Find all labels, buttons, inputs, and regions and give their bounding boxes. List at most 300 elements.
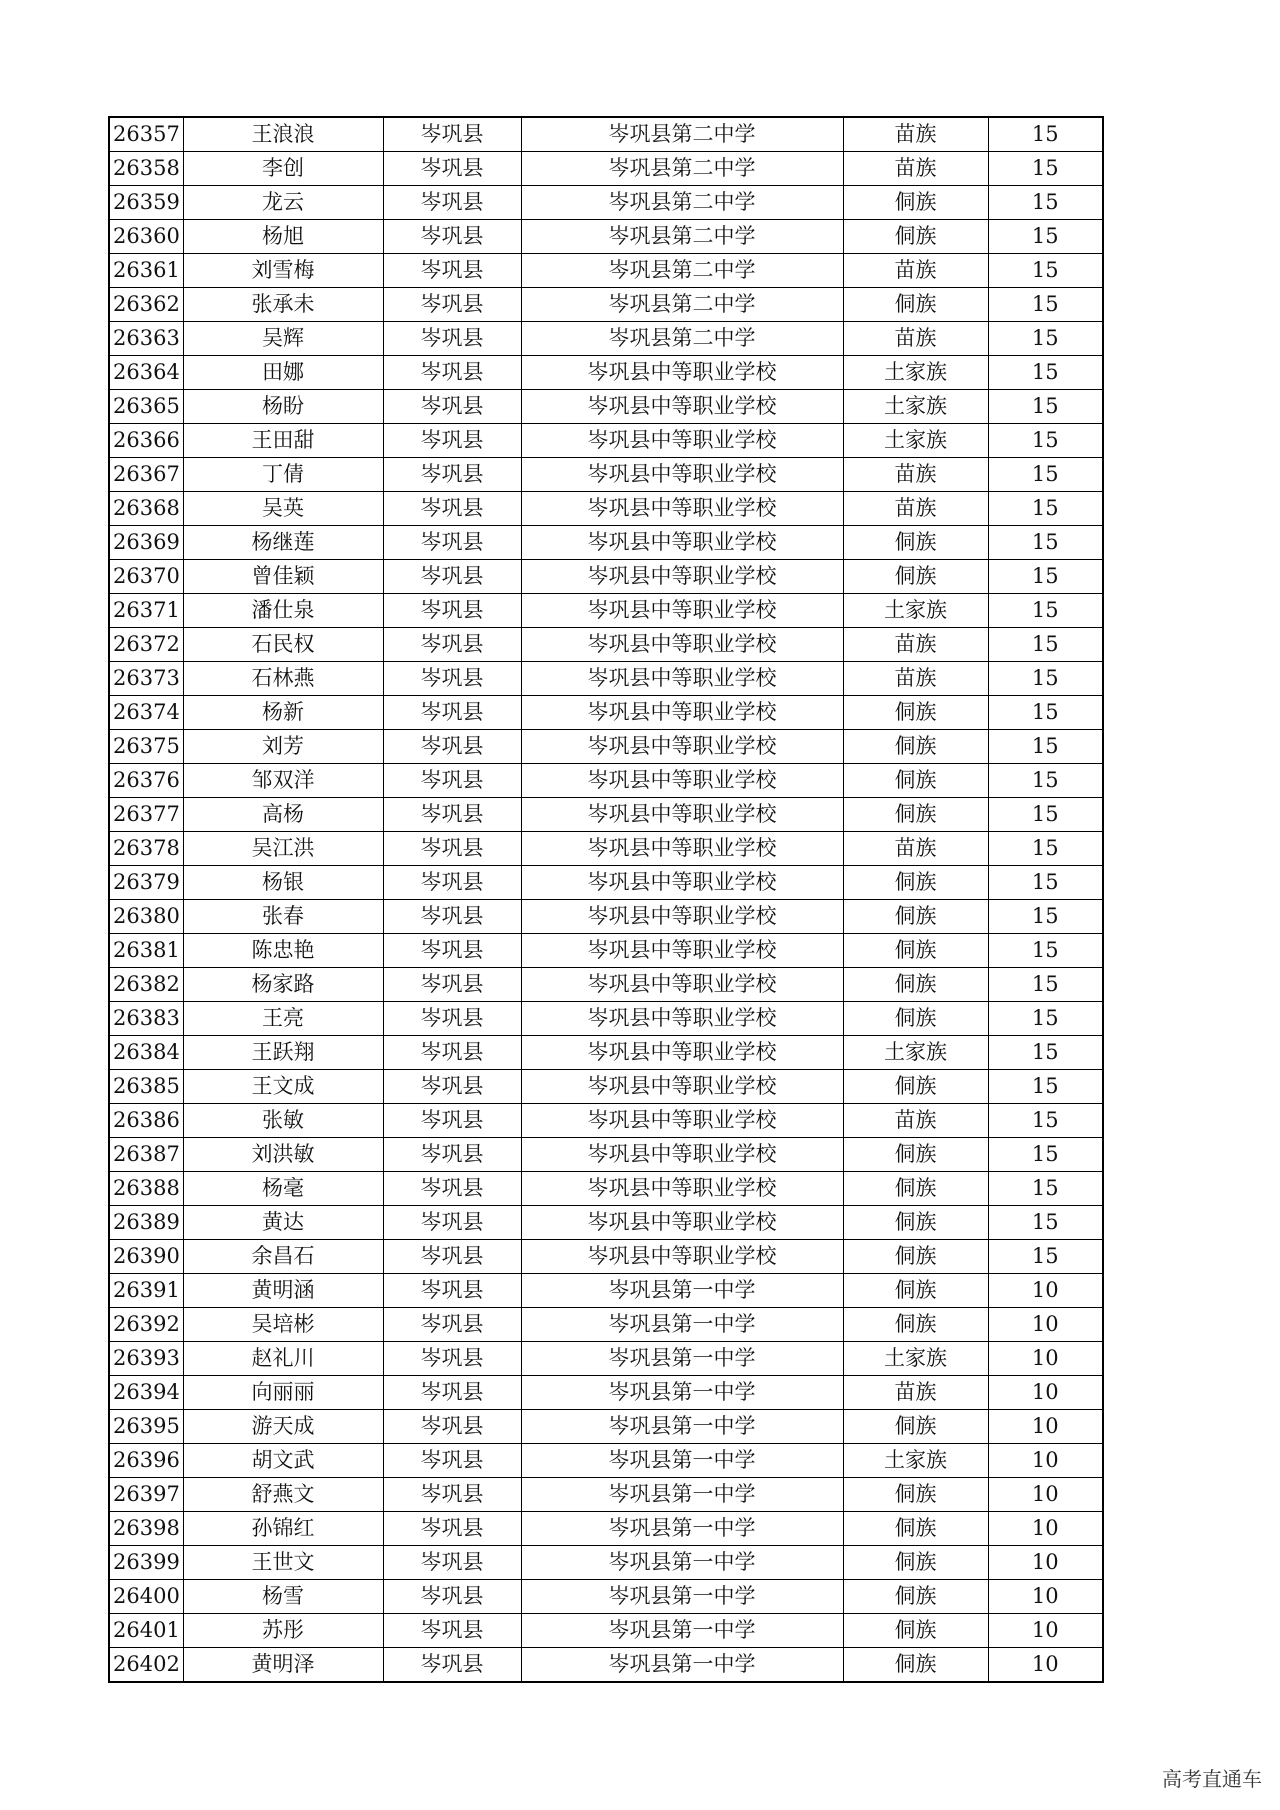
cell-points: 10 xyxy=(988,1342,1103,1376)
cell-county: 岑巩县 xyxy=(383,1206,521,1240)
cell-id: 26371 xyxy=(109,594,183,628)
cell-name: 吴培彬 xyxy=(183,1308,383,1342)
cell-ethnicity: 土家族 xyxy=(843,594,988,628)
cell-county: 岑巩县 xyxy=(383,594,521,628)
cell-name: 王浪浪 xyxy=(183,117,383,152)
cell-id: 26373 xyxy=(109,662,183,696)
cell-school: 岑巩县中等职业学校 xyxy=(521,526,843,560)
cell-name: 刘雪梅 xyxy=(183,254,383,288)
watermark-text: 高考直通车 xyxy=(1162,1767,1262,1791)
cell-school: 岑巩县中等职业学校 xyxy=(521,560,843,594)
cell-county: 岑巩县 xyxy=(383,1240,521,1274)
cell-id: 26401 xyxy=(109,1614,183,1648)
cell-name: 杨旭 xyxy=(183,220,383,254)
cell-id: 26369 xyxy=(109,526,183,560)
cell-school: 岑巩县中等职业学校 xyxy=(521,1070,843,1104)
cell-points: 10 xyxy=(988,1410,1103,1444)
table-row xyxy=(109,1512,1103,1546)
cell-ethnicity: 侗族 xyxy=(843,1308,988,1342)
cell-ethnicity: 侗族 xyxy=(843,1002,988,1036)
cell-points: 10 xyxy=(988,1444,1103,1478)
cell-ethnicity: 侗族 xyxy=(843,1138,988,1172)
cell-name: 孙锦红 xyxy=(183,1512,383,1546)
cell-ethnicity: 苗族 xyxy=(843,152,988,186)
cell-id: 26386 xyxy=(109,1104,183,1138)
cell-points: 15 xyxy=(988,1104,1103,1138)
cell-id: 26357 xyxy=(109,117,183,152)
cell-county: 岑巩县 xyxy=(383,1580,521,1614)
cell-points: 15 xyxy=(988,220,1103,254)
cell-id: 26390 xyxy=(109,1240,183,1274)
cell-school: 岑巩县中等职业学校 xyxy=(521,492,843,526)
cell-points: 15 xyxy=(988,798,1103,832)
cell-name: 胡文武 xyxy=(183,1444,383,1478)
cell-id: 26362 xyxy=(109,288,183,322)
cell-school: 岑巩县第二中学 xyxy=(521,117,843,152)
cell-id: 26377 xyxy=(109,798,183,832)
table-row xyxy=(109,1648,1103,1683)
cell-name: 王文成 xyxy=(183,1070,383,1104)
cell-school: 岑巩县中等职业学校 xyxy=(521,594,843,628)
cell-points: 15 xyxy=(988,900,1103,934)
table-row xyxy=(109,1410,1103,1444)
cell-ethnicity: 侗族 xyxy=(843,1206,988,1240)
cell-county: 岑巩县 xyxy=(383,866,521,900)
cell-name: 曾佳颖 xyxy=(183,560,383,594)
cell-name: 高杨 xyxy=(183,798,383,832)
cell-id: 26370 xyxy=(109,560,183,594)
cell-points: 15 xyxy=(988,628,1103,662)
student-list-table xyxy=(108,116,1104,1683)
table-row xyxy=(109,1104,1103,1138)
cell-points: 15 xyxy=(988,356,1103,390)
table-row xyxy=(109,424,1103,458)
cell-ethnicity: 苗族 xyxy=(843,1104,988,1138)
cell-school: 岑巩县中等职业学校 xyxy=(521,662,843,696)
cell-id: 26394 xyxy=(109,1376,183,1410)
cell-points: 15 xyxy=(988,152,1103,186)
cell-ethnicity: 侗族 xyxy=(843,1546,988,1580)
cell-school: 岑巩县中等职业学校 xyxy=(521,832,843,866)
table-row xyxy=(109,1342,1103,1376)
cell-county: 岑巩县 xyxy=(383,220,521,254)
cell-id: 26375 xyxy=(109,730,183,764)
cell-name: 刘芳 xyxy=(183,730,383,764)
cell-ethnicity: 侗族 xyxy=(843,526,988,560)
table-row xyxy=(109,1138,1103,1172)
cell-school: 岑巩县中等职业学校 xyxy=(521,764,843,798)
cell-county: 岑巩县 xyxy=(383,1444,521,1478)
cell-school: 岑巩县第二中学 xyxy=(521,254,843,288)
cell-name: 王世文 xyxy=(183,1546,383,1580)
cell-points: 15 xyxy=(988,1172,1103,1206)
cell-name: 杨毫 xyxy=(183,1172,383,1206)
cell-county: 岑巩县 xyxy=(383,968,521,1002)
cell-id: 26391 xyxy=(109,1274,183,1308)
cell-county: 岑巩县 xyxy=(383,832,521,866)
cell-id: 26387 xyxy=(109,1138,183,1172)
cell-school: 岑巩县第二中学 xyxy=(521,152,843,186)
cell-county: 岑巩县 xyxy=(383,390,521,424)
cell-county: 岑巩县 xyxy=(383,1478,521,1512)
cell-points: 15 xyxy=(988,492,1103,526)
cell-school: 岑巩县第一中学 xyxy=(521,1478,843,1512)
cell-points: 15 xyxy=(988,322,1103,356)
cell-id: 26364 xyxy=(109,356,183,390)
cell-ethnicity: 侗族 xyxy=(843,1070,988,1104)
cell-id: 26392 xyxy=(109,1308,183,1342)
cell-ethnicity: 侗族 xyxy=(843,186,988,220)
cell-id: 26388 xyxy=(109,1172,183,1206)
cell-school: 岑巩县第一中学 xyxy=(521,1342,843,1376)
cell-county: 岑巩县 xyxy=(383,1002,521,1036)
cell-ethnicity: 苗族 xyxy=(843,322,988,356)
cell-name: 石民权 xyxy=(183,628,383,662)
cell-points: 15 xyxy=(988,254,1103,288)
cell-id: 26360 xyxy=(109,220,183,254)
table-row xyxy=(109,288,1103,322)
cell-points: 10 xyxy=(988,1614,1103,1648)
cell-points: 15 xyxy=(988,117,1103,152)
cell-ethnicity: 侗族 xyxy=(843,288,988,322)
cell-ethnicity: 苗族 xyxy=(843,458,988,492)
cell-ethnicity: 侗族 xyxy=(843,934,988,968)
cell-points: 15 xyxy=(988,1138,1103,1172)
cell-school: 岑巩县第二中学 xyxy=(521,186,843,220)
cell-school: 岑巩县第一中学 xyxy=(521,1308,843,1342)
cell-county: 岑巩县 xyxy=(383,322,521,356)
table-row xyxy=(109,1036,1103,1070)
cell-county: 岑巩县 xyxy=(383,662,521,696)
table-row xyxy=(109,696,1103,730)
cell-school: 岑巩县中等职业学校 xyxy=(521,1104,843,1138)
cell-name: 游天成 xyxy=(183,1410,383,1444)
cell-id: 26361 xyxy=(109,254,183,288)
table-row xyxy=(109,1274,1103,1308)
cell-county: 岑巩县 xyxy=(383,730,521,764)
cell-county: 岑巩县 xyxy=(383,1546,521,1580)
cell-name: 杨新 xyxy=(183,696,383,730)
cell-ethnicity: 侗族 xyxy=(843,798,988,832)
cell-points: 10 xyxy=(988,1580,1103,1614)
table-row xyxy=(109,220,1103,254)
cell-points: 10 xyxy=(988,1478,1103,1512)
cell-ethnicity: 侗族 xyxy=(843,968,988,1002)
table-row xyxy=(109,254,1103,288)
cell-ethnicity: 苗族 xyxy=(843,832,988,866)
cell-points: 15 xyxy=(988,1036,1103,1070)
cell-points: 10 xyxy=(988,1546,1103,1580)
table-row xyxy=(109,390,1103,424)
cell-school: 岑巩县中等职业学校 xyxy=(521,798,843,832)
cell-county: 岑巩县 xyxy=(383,492,521,526)
table-row xyxy=(109,356,1103,390)
cell-county: 岑巩县 xyxy=(383,1512,521,1546)
table-row xyxy=(109,1308,1103,1342)
cell-ethnicity: 侗族 xyxy=(843,1240,988,1274)
cell-ethnicity: 侗族 xyxy=(843,900,988,934)
cell-ethnicity: 土家族 xyxy=(843,356,988,390)
cell-points: 15 xyxy=(988,186,1103,220)
cell-ethnicity: 侗族 xyxy=(843,1512,988,1546)
cell-name: 王田甜 xyxy=(183,424,383,458)
cell-name: 黄达 xyxy=(183,1206,383,1240)
cell-school: 岑巩县中等职业学校 xyxy=(521,1206,843,1240)
cell-id: 26363 xyxy=(109,322,183,356)
cell-points: 15 xyxy=(988,526,1103,560)
cell-name: 舒燕文 xyxy=(183,1478,383,1512)
cell-ethnicity: 侗族 xyxy=(843,696,988,730)
cell-county: 岑巩县 xyxy=(383,764,521,798)
cell-points: 15 xyxy=(988,458,1103,492)
table-row xyxy=(109,662,1103,696)
cell-points: 15 xyxy=(988,934,1103,968)
table-row xyxy=(109,900,1103,934)
cell-id: 26372 xyxy=(109,628,183,662)
cell-points: 15 xyxy=(988,288,1103,322)
cell-school: 岑巩县中等职业学校 xyxy=(521,424,843,458)
cell-points: 15 xyxy=(988,424,1103,458)
table-row xyxy=(109,492,1103,526)
cell-ethnicity: 侗族 xyxy=(843,1172,988,1206)
cell-id: 26358 xyxy=(109,152,183,186)
cell-id: 26396 xyxy=(109,1444,183,1478)
cell-county: 岑巩县 xyxy=(383,1342,521,1376)
cell-id: 26397 xyxy=(109,1478,183,1512)
cell-ethnicity: 土家族 xyxy=(843,1342,988,1376)
cell-name: 杨银 xyxy=(183,866,383,900)
cell-school: 岑巩县第二中学 xyxy=(521,220,843,254)
cell-county: 岑巩县 xyxy=(383,1036,521,1070)
cell-name: 丁倩 xyxy=(183,458,383,492)
cell-ethnicity: 侗族 xyxy=(843,1614,988,1648)
cell-points: 15 xyxy=(988,390,1103,424)
cell-school: 岑巩县中等职业学校 xyxy=(521,1172,843,1206)
cell-county: 岑巩县 xyxy=(383,186,521,220)
cell-school: 岑巩县中等职业学校 xyxy=(521,1036,843,1070)
cell-name: 王跃翔 xyxy=(183,1036,383,1070)
cell-points: 15 xyxy=(988,1206,1103,1240)
cell-county: 岑巩县 xyxy=(383,900,521,934)
cell-id: 26402 xyxy=(109,1648,183,1683)
table-row xyxy=(109,1172,1103,1206)
cell-id: 26381 xyxy=(109,934,183,968)
table-row xyxy=(109,152,1103,186)
cell-county: 岑巩县 xyxy=(383,1648,521,1683)
cell-ethnicity: 土家族 xyxy=(843,1036,988,1070)
cell-points: 10 xyxy=(988,1376,1103,1410)
cell-id: 26367 xyxy=(109,458,183,492)
table-row xyxy=(109,798,1103,832)
cell-county: 岑巩县 xyxy=(383,356,521,390)
cell-county: 岑巩县 xyxy=(383,1138,521,1172)
cell-county: 岑巩县 xyxy=(383,1070,521,1104)
cell-id: 26382 xyxy=(109,968,183,1002)
cell-id: 26389 xyxy=(109,1206,183,1240)
cell-school: 岑巩县第一中学 xyxy=(521,1410,843,1444)
cell-school: 岑巩县第一中学 xyxy=(521,1614,843,1648)
table-row xyxy=(109,1002,1103,1036)
cell-school: 岑巩县中等职业学校 xyxy=(521,968,843,1002)
cell-county: 岑巩县 xyxy=(383,1104,521,1138)
cell-school: 岑巩县中等职业学校 xyxy=(521,390,843,424)
cell-county: 岑巩县 xyxy=(383,1614,521,1648)
cell-name: 张春 xyxy=(183,900,383,934)
cell-points: 10 xyxy=(988,1308,1103,1342)
cell-ethnicity: 土家族 xyxy=(843,390,988,424)
cell-name: 田娜 xyxy=(183,356,383,390)
cell-county: 岑巩县 xyxy=(383,1376,521,1410)
cell-id: 26383 xyxy=(109,1002,183,1036)
cell-points: 15 xyxy=(988,866,1103,900)
cell-name: 吴江洪 xyxy=(183,832,383,866)
cell-name: 杨家路 xyxy=(183,968,383,1002)
cell-county: 岑巩县 xyxy=(383,1410,521,1444)
cell-name: 黄明涵 xyxy=(183,1274,383,1308)
cell-ethnicity: 侗族 xyxy=(843,220,988,254)
cell-school: 岑巩县中等职业学校 xyxy=(521,1002,843,1036)
table-row xyxy=(109,594,1103,628)
table-row xyxy=(109,526,1103,560)
cell-ethnicity: 苗族 xyxy=(843,117,988,152)
table-row xyxy=(109,628,1103,662)
cell-ethnicity: 苗族 xyxy=(843,254,988,288)
cell-county: 岑巩县 xyxy=(383,458,521,492)
cell-ethnicity: 侗族 xyxy=(843,560,988,594)
cell-county: 岑巩县 xyxy=(383,798,521,832)
cell-name: 吴英 xyxy=(183,492,383,526)
cell-county: 岑巩县 xyxy=(383,934,521,968)
cell-ethnicity: 侗族 xyxy=(843,764,988,798)
cell-ethnicity: 侗族 xyxy=(843,866,988,900)
table-row xyxy=(109,968,1103,1002)
cell-id: 26378 xyxy=(109,832,183,866)
cell-school: 岑巩县第一中学 xyxy=(521,1546,843,1580)
cell-county: 岑巩县 xyxy=(383,1172,521,1206)
cell-points: 15 xyxy=(988,764,1103,798)
table-row xyxy=(109,322,1103,356)
cell-ethnicity: 侗族 xyxy=(843,730,988,764)
cell-school: 岑巩县中等职业学校 xyxy=(521,934,843,968)
cell-school: 岑巩县第二中学 xyxy=(521,288,843,322)
table-row xyxy=(109,764,1103,798)
cell-name: 李创 xyxy=(183,152,383,186)
cell-name: 石林燕 xyxy=(183,662,383,696)
table-row xyxy=(109,1070,1103,1104)
cell-school: 岑巩县中等职业学校 xyxy=(521,356,843,390)
cell-name: 黄明泽 xyxy=(183,1648,383,1683)
cell-id: 26359 xyxy=(109,186,183,220)
cell-name: 向丽丽 xyxy=(183,1376,383,1410)
cell-name: 邹双洋 xyxy=(183,764,383,798)
cell-ethnicity: 土家族 xyxy=(843,424,988,458)
cell-school: 岑巩县第一中学 xyxy=(521,1376,843,1410)
cell-points: 15 xyxy=(988,594,1103,628)
cell-school: 岑巩县中等职业学校 xyxy=(521,1240,843,1274)
table-row xyxy=(109,832,1103,866)
cell-name: 潘仕泉 xyxy=(183,594,383,628)
cell-points: 15 xyxy=(988,1070,1103,1104)
cell-points: 10 xyxy=(988,1274,1103,1308)
cell-school: 岑巩县第一中学 xyxy=(521,1648,843,1683)
cell-points: 15 xyxy=(988,730,1103,764)
cell-county: 岑巩县 xyxy=(383,424,521,458)
cell-school: 岑巩县第一中学 xyxy=(521,1580,843,1614)
cell-points: 10 xyxy=(988,1512,1103,1546)
cell-school: 岑巩县第一中学 xyxy=(521,1512,843,1546)
cell-name: 赵礼川 xyxy=(183,1342,383,1376)
cell-school: 岑巩县第一中学 xyxy=(521,1274,843,1308)
cell-school: 岑巩县第二中学 xyxy=(521,322,843,356)
cell-points: 15 xyxy=(988,662,1103,696)
cell-name: 张敏 xyxy=(183,1104,383,1138)
cell-county: 岑巩县 xyxy=(383,1274,521,1308)
cell-points: 15 xyxy=(988,1002,1103,1036)
cell-id: 26384 xyxy=(109,1036,183,1070)
table-row xyxy=(109,1444,1103,1478)
cell-county: 岑巩县 xyxy=(383,628,521,662)
cell-id: 26393 xyxy=(109,1342,183,1376)
cell-ethnicity: 侗族 xyxy=(843,1274,988,1308)
cell-school: 岑巩县中等职业学校 xyxy=(521,900,843,934)
cell-name: 苏彤 xyxy=(183,1614,383,1648)
cell-school: 岑巩县中等职业学校 xyxy=(521,730,843,764)
cell-name: 王亮 xyxy=(183,1002,383,1036)
table-row xyxy=(109,1206,1103,1240)
cell-school: 岑巩县中等职业学校 xyxy=(521,628,843,662)
cell-school: 岑巩县第一中学 xyxy=(521,1444,843,1478)
cell-id: 26399 xyxy=(109,1546,183,1580)
cell-name: 刘洪敏 xyxy=(183,1138,383,1172)
cell-name: 余昌石 xyxy=(183,1240,383,1274)
cell-school: 岑巩县中等职业学校 xyxy=(521,458,843,492)
table-row xyxy=(109,117,1103,152)
cell-ethnicity: 苗族 xyxy=(843,662,988,696)
table-row xyxy=(109,560,1103,594)
cell-name: 杨雪 xyxy=(183,1580,383,1614)
cell-id: 26385 xyxy=(109,1070,183,1104)
cell-ethnicity: 侗族 xyxy=(843,1478,988,1512)
table-row xyxy=(109,1546,1103,1580)
cell-id: 26398 xyxy=(109,1512,183,1546)
cell-points: 15 xyxy=(988,560,1103,594)
cell-points: 10 xyxy=(988,1648,1103,1683)
cell-points: 15 xyxy=(988,968,1103,1002)
cell-county: 岑巩县 xyxy=(383,560,521,594)
table-row xyxy=(109,1580,1103,1614)
cell-county: 岑巩县 xyxy=(383,696,521,730)
table-row xyxy=(109,934,1103,968)
table-row xyxy=(109,1614,1103,1648)
cell-name: 杨继莲 xyxy=(183,526,383,560)
cell-county: 岑巩县 xyxy=(383,117,521,152)
cell-id: 26395 xyxy=(109,1410,183,1444)
cell-id: 26374 xyxy=(109,696,183,730)
cell-ethnicity: 苗族 xyxy=(843,1376,988,1410)
cell-name: 张承未 xyxy=(183,288,383,322)
cell-name: 陈忠艳 xyxy=(183,934,383,968)
table-row xyxy=(109,1376,1103,1410)
cell-id: 26400 xyxy=(109,1580,183,1614)
cell-name: 杨盼 xyxy=(183,390,383,424)
cell-name: 吴辉 xyxy=(183,322,383,356)
table-row xyxy=(109,186,1103,220)
table-row xyxy=(109,1240,1103,1274)
cell-points: 15 xyxy=(988,696,1103,730)
cell-id: 26365 xyxy=(109,390,183,424)
cell-ethnicity: 侗族 xyxy=(843,1580,988,1614)
cell-ethnicity: 侗族 xyxy=(843,1648,988,1683)
